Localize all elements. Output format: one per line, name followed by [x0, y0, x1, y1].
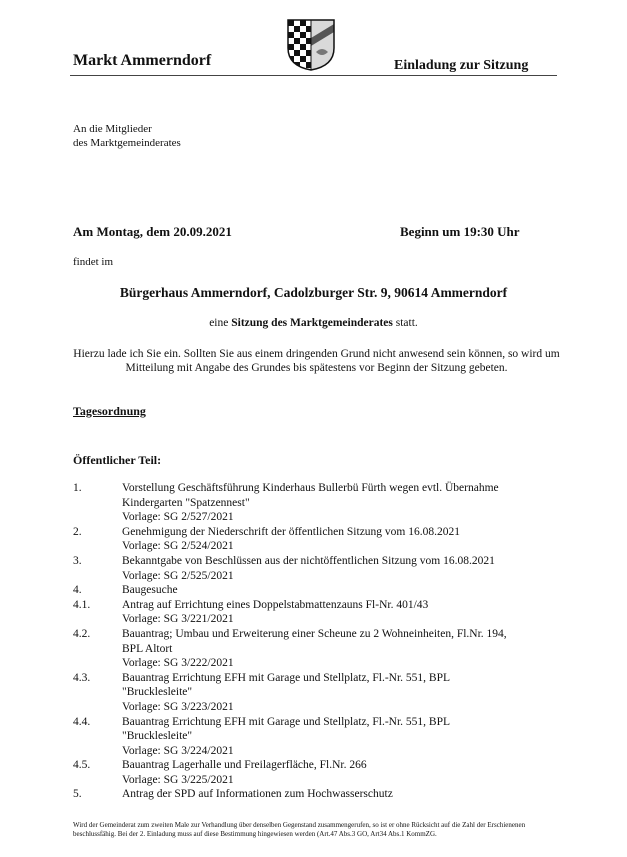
agenda-item [73, 715, 563, 759]
agenda-item [73, 554, 563, 583]
agenda-item-number: 4.5. [73, 759, 91, 772]
agenda-item-text [122, 598, 563, 627]
session-post: statt. [395, 317, 418, 329]
agenda-item-line: Genehmigung der Niederschrift der öffentlichen Sitzung vom 16.08.2021 [122, 525, 460, 538]
agenda-item [73, 758, 563, 787]
agenda-item [73, 671, 563, 715]
recipient-block [73, 122, 181, 150]
meeting-venue: Bürgerhaus Ammerndorf, Cadolzburger Str. 9, 90614 Ammerndorf [119, 285, 508, 300]
agenda-item-line: Vorlage: SG 2/524/2021 [122, 540, 234, 553]
session-line [0, 317, 627, 329]
agenda-item-line: Bauantrag Lagerhalle und Freilagerfläche, Fl.Nr. 266 [122, 759, 367, 772]
agenda-item-line: Vorlage: SG 3/224/2021 [122, 744, 234, 757]
agenda-item-text [122, 715, 563, 759]
agenda-item-number: 4. [73, 584, 82, 597]
agenda-item-number: 4.1. [73, 598, 91, 611]
invitation-text: Hierzu lade ich Sie ein. Sollten Sie aus einem dringenden Grund nicht anwesend sein können, so wird um Mitteilung mit Angabe des Grundes bis spätestens vor Beginn der Sitzung gebeten. [73, 348, 560, 374]
agenda-item-number: 5. [73, 788, 82, 801]
agenda-item-text [122, 554, 563, 583]
agenda-title: Tagesordnung [73, 404, 146, 418]
meeting-date: Am Montag, dem 20.09.2021 [73, 224, 232, 239]
agenda-list [73, 481, 563, 802]
agenda-item-text [122, 627, 563, 671]
agenda-item [73, 583, 563, 598]
agenda-item-number: 3. [73, 554, 82, 567]
agenda-item-line: Bauantrag Errichtung EFH mit Garage und Stellplatz, Fl.-Nr. 551, BPL [122, 715, 451, 728]
recipient-line-1: An die Mitglieder [73, 123, 152, 135]
agenda-item-number: 4.4. [73, 715, 91, 728]
agenda-item-line: Vorlage: SG 2/527/2021 [122, 511, 234, 524]
agenda-item-number: 4.2. [73, 627, 91, 640]
agenda-item-text [122, 758, 563, 787]
agenda-item-line: BPL Altort [122, 642, 173, 655]
recipient-line-2: des Marktgemeinderates [73, 137, 181, 149]
agenda-item-line: Antrag auf Errichtung eines Doppelstabmattenzauns Fl-Nr. 401/43 [122, 598, 429, 611]
agenda-item [73, 481, 563, 525]
agenda-item-line: Kindergarten "Spatzennest" [122, 496, 250, 509]
agenda-item-text [122, 525, 563, 554]
footnote: Wird der Gemeinderat zum zweiten Male zur Verhandlung über denselben Gegenstand zusammengerufen, so ist er ohne Rücksicht auf die Zahl der Erschienenen beschlussfähig. Bei der 2. Einladung muss auf diese Bestimmung hingewiesen werden (Art.47 Abs.3 GO, Art34 Abs.1 KommZG. [73, 821, 526, 838]
public-part-heading: Öffentlicher Teil: [73, 453, 162, 467]
agenda-item-number: 4.3. [73, 671, 91, 684]
agenda-item [73, 525, 563, 554]
agenda-item [73, 627, 563, 671]
agenda-item-line: Vorlage: SG 2/525/2021 [122, 569, 234, 582]
agenda-item-line: Bauantrag; Umbau und Erweiterung einer Scheune zu 2 Wohneinheiten, Fl.Nr. 194, [122, 627, 507, 640]
agenda-item-line: Baugesuche [122, 584, 178, 597]
coat-of-arms-icon [286, 18, 336, 72]
header-rule [70, 75, 557, 76]
findet-im-text: findet im [73, 256, 114, 268]
agenda-item-line: "Brucklesleite" [122, 730, 193, 743]
agenda-item-line: Vorlage: SG 3/222/2021 [122, 657, 234, 670]
session-pre: eine [209, 317, 229, 329]
agenda-item-line: Vorstellung Geschäftsführung Kinderhaus Bullerbü Fürth wegen evtl. Übernahme [122, 482, 499, 494]
agenda-item-text [122, 583, 563, 598]
agenda-item-text [122, 671, 563, 715]
agenda-item-text [122, 481, 563, 525]
agenda-item-line: "Brucklesleite" [122, 686, 193, 699]
agenda-item-line: Vorlage: SG 3/225/2021 [122, 773, 234, 786]
document-type: Einladung zur Sitzung [394, 58, 529, 73]
agenda-item-line: Bekanntgabe von Beschlüssen aus der nichtöffentlichen Sitzung vom 16.08.2021 [122, 554, 495, 567]
agenda-item-line: Bauantrag Errichtung EFH mit Garage und Stellplatz, Fl.-Nr. 551, BPL [122, 671, 451, 684]
agenda-item-text [122, 787, 563, 802]
agenda-item [73, 598, 563, 627]
agenda-item-line: Vorlage: SG 3/223/2021 [122, 700, 234, 713]
agenda-item-line: Antrag der SPD auf Informationen zum Hochwasserschutz [122, 788, 393, 801]
agenda-item-number: 1. [73, 482, 82, 494]
agenda-item-line: Vorlage: SG 3/221/2021 [122, 613, 234, 626]
municipality-title: Markt Ammerndorf [73, 52, 212, 69]
agenda-item [73, 787, 563, 802]
meeting-start-time: Beginn um 19:30 Uhr [400, 224, 520, 239]
agenda-item-number: 2. [73, 525, 82, 538]
session-name: Sitzung des Marktgemeinderates [231, 317, 393, 329]
